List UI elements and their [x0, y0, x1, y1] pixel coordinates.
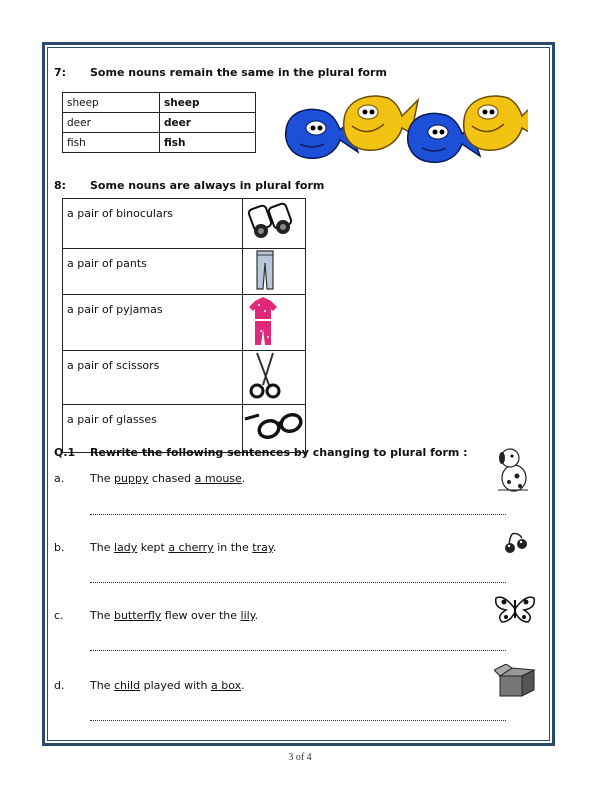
plural-cell: sheep [160, 93, 256, 113]
yellow-fish-icon [464, 96, 528, 150]
plural-cell: deer [160, 113, 256, 133]
butterfly-icon [494, 594, 536, 624]
pants-icon [243, 249, 301, 291]
scissors-icon [243, 351, 301, 401]
noun-cell: a pair of pants [63, 249, 243, 295]
table-row [63, 199, 306, 249]
singular-cell: sheep [63, 93, 160, 113]
plural-cell: fish [160, 133, 256, 153]
cherry-icon [500, 530, 532, 556]
picture-cell [243, 249, 306, 295]
binoculars-icon [243, 199, 301, 245]
sentence-c: The butterfly flew over the lily. [90, 609, 259, 622]
glasses-icon [243, 405, 305, 449]
sentence-a: The puppy chased a mouse. [90, 472, 246, 485]
always-plural-table [62, 198, 306, 453]
answer-line-c[interactable] [90, 650, 506, 651]
question-number: Q.1 [54, 446, 76, 459]
item-letter: d. [54, 679, 65, 692]
noun-cell: a pair of scissors [63, 351, 243, 405]
item-letter: a. [54, 472, 65, 485]
puppy-icon [492, 446, 532, 494]
section-title: Some nouns are always in plural form [90, 179, 325, 192]
box-icon [494, 664, 540, 698]
answer-line-d[interactable] [90, 720, 506, 721]
singular-cell: deer [63, 113, 160, 133]
fish-icon-group [278, 90, 528, 165]
same-plural-table [62, 92, 256, 153]
answer-line-a[interactable] [90, 514, 506, 515]
picture-cell [243, 295, 306, 351]
sentence-d: The child played with a box. [90, 679, 245, 692]
noun-cell: a pair of pyjamas [63, 295, 243, 351]
item-letter: b. [54, 541, 65, 554]
table-row [63, 133, 256, 153]
picture-cell [243, 199, 306, 249]
table-row [63, 249, 306, 295]
noun-cell: a pair of glasses [63, 405, 243, 453]
table-row [63, 93, 256, 113]
section-number: 8: [54, 179, 67, 192]
table-row [63, 295, 306, 351]
picture-cell [243, 351, 306, 405]
item-letter: c. [54, 609, 64, 622]
answer-line-b[interactable] [90, 582, 506, 583]
page-number: 3 of 4 [288, 752, 312, 763]
table-row [63, 351, 306, 405]
singular-cell: fish [63, 133, 160, 153]
section-title: Some nouns remain the same in the plural form [90, 66, 387, 79]
sentence-b: The lady kept a cherry in the tray. [90, 541, 277, 554]
section-number: 7: [54, 66, 67, 79]
table-row [63, 113, 256, 133]
question-instruction: Rewrite the following sentences by changing to plural form : [90, 446, 468, 459]
noun-cell: a pair of binoculars [63, 199, 243, 249]
pyjamas-icon [243, 295, 301, 347]
